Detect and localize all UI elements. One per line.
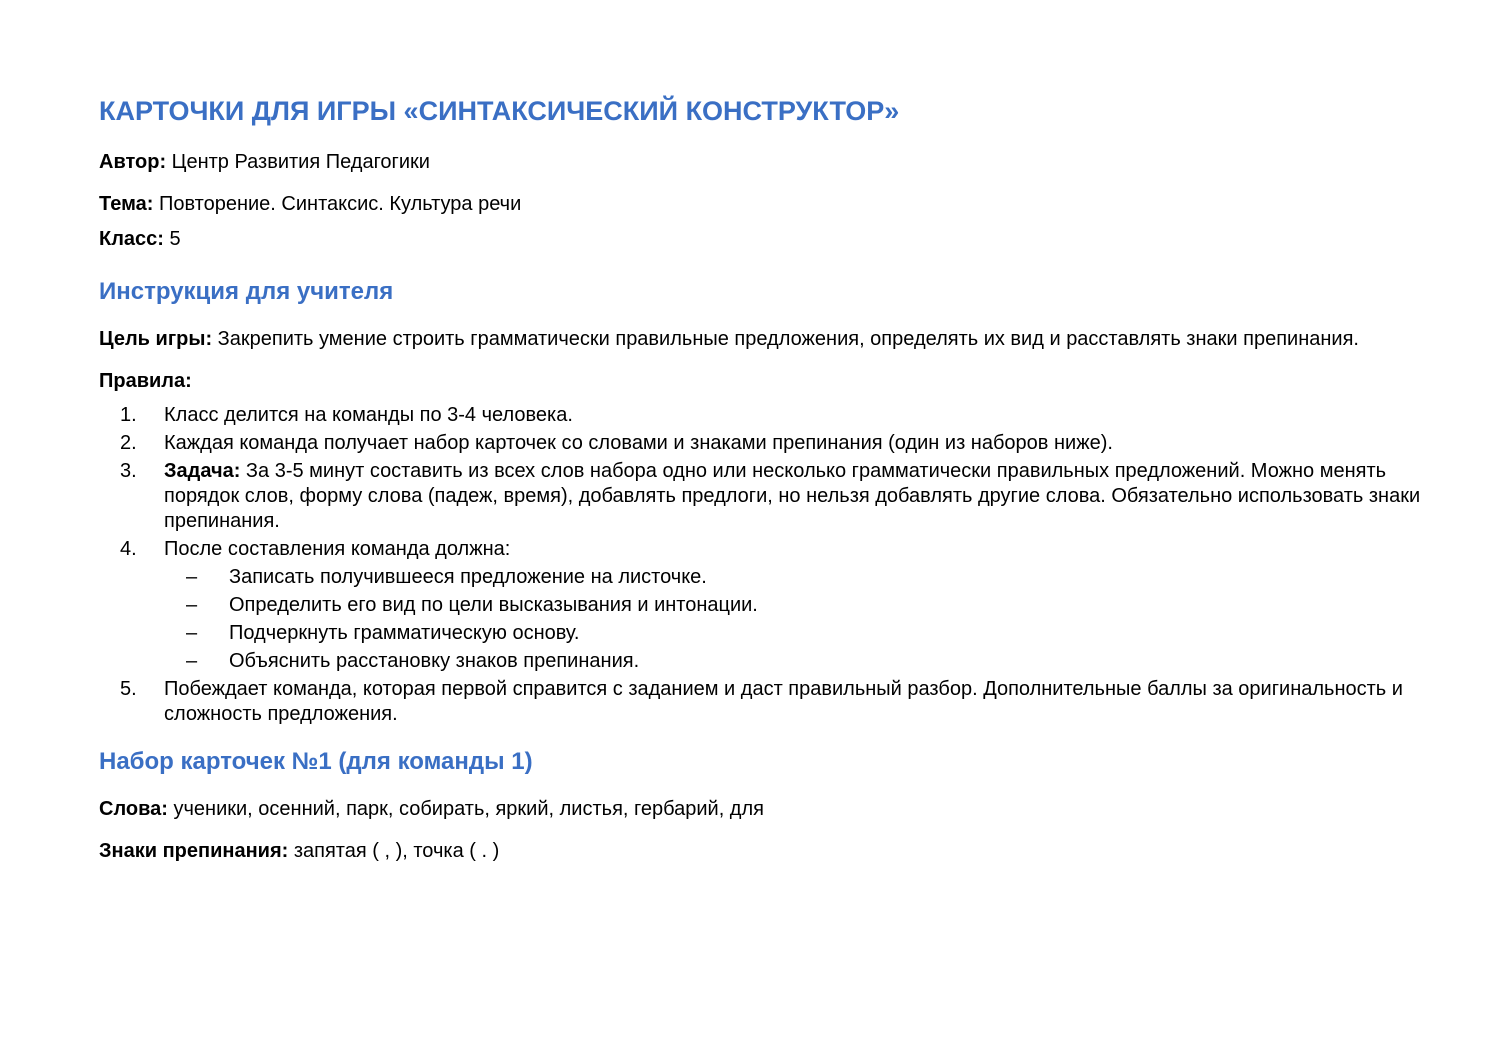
card-set-heading: Набор карточек №1 (для команды 1) [99, 748, 533, 775]
sub-list [164, 565, 1422, 674]
list-item-number: 5. [120, 678, 137, 700]
sub-list-item [164, 649, 1422, 674]
punctuation-paragraph [99, 839, 1422, 864]
class-label: Класс: [99, 228, 164, 250]
document-title: КАРТОЧКИ ДЛЯ ИГРЫ «СИНТАКСИЧЕСКИЙ КОНСТРУКТОР» [99, 96, 900, 126]
list-item-text: За 3-5 минут составить из всех слов набора одно или несколько грамматически правильных предложений. Можно менять порядок слов, форму слова (падеж, время), добавлять предлоги, но нельзя добавлять другие слова. Обязательно использовать знаки препинания. [164, 460, 1421, 532]
punctuation-label: Знаки препинания: [99, 840, 289, 862]
author-value: Центр Развития Педагогики [166, 151, 430, 173]
list-item [99, 537, 1422, 674]
words-label: Слова: [99, 798, 168, 820]
list-item-number: 3. [120, 460, 137, 482]
list-item-number: 4. [120, 538, 137, 560]
rules-list [99, 403, 1422, 727]
sub-list-item-text: Определить его вид по цели высказывания и интонации. [229, 594, 758, 616]
sub-list-item-text: Записать получившееся предложение на листочке. [229, 566, 707, 588]
author-label: Автор: [99, 151, 167, 173]
meta-author [99, 150, 1422, 175]
words-paragraph [99, 797, 1422, 822]
sub-list-item [164, 565, 1422, 590]
meta-topic [99, 192, 1422, 217]
goal-paragraph [99, 327, 1422, 352]
list-item [99, 403, 1422, 428]
topic-value: Повторение. Синтаксис. Культура речи [153, 193, 522, 215]
class-value: 5 [163, 228, 181, 250]
goal-text: Закрепить умение строить грамматически правильные предложения, определять их вид и расставлять знаки препинания. [212, 328, 1359, 350]
sub-list-item [164, 621, 1422, 646]
list-item-number: 1. [120, 404, 137, 426]
list-item [99, 459, 1422, 534]
meta-class [99, 227, 1422, 252]
dash-marker: – [186, 650, 198, 672]
list-item-text: Класс делится на команды по 3-4 человека. [164, 404, 573, 426]
list-item [99, 677, 1422, 727]
words-value: ученики, осенний, парк, собирать, яркий, листья, гербарий, для [167, 798, 764, 820]
sub-list-item-text: Объяснить расстановку знаков препинания. [229, 650, 640, 672]
goal-label: Цель игры: [99, 328, 213, 350]
list-item-text: Каждая команда получает набор карточек со словами и знаками препинания (один из наборов ниже). [164, 432, 1113, 454]
dash-marker: – [186, 566, 198, 588]
sub-list-item [164, 593, 1422, 618]
dash-marker: – [186, 622, 198, 644]
list-item-text: Побеждает команда, которая первой справится с заданием и даст правильный разбор. Дополнительные баллы за оригинальность и сложность предложения. [164, 678, 1403, 725]
rules-label: Правила: [99, 370, 192, 392]
sub-list-item-text: Подчеркнуть грамматическую основу. [229, 622, 580, 644]
list-item [99, 431, 1422, 456]
list-item-number: 2. [120, 432, 137, 454]
topic-label: Тема: [99, 193, 154, 215]
punctuation-value: запятая ( , ), точка ( . ) [288, 840, 500, 862]
list-item-text: После составления команда должна: [164, 538, 511, 560]
dash-marker: – [186, 594, 198, 616]
instructions-heading: Инструкция для учителя [99, 278, 394, 305]
task-label: Задача: [164, 460, 241, 482]
